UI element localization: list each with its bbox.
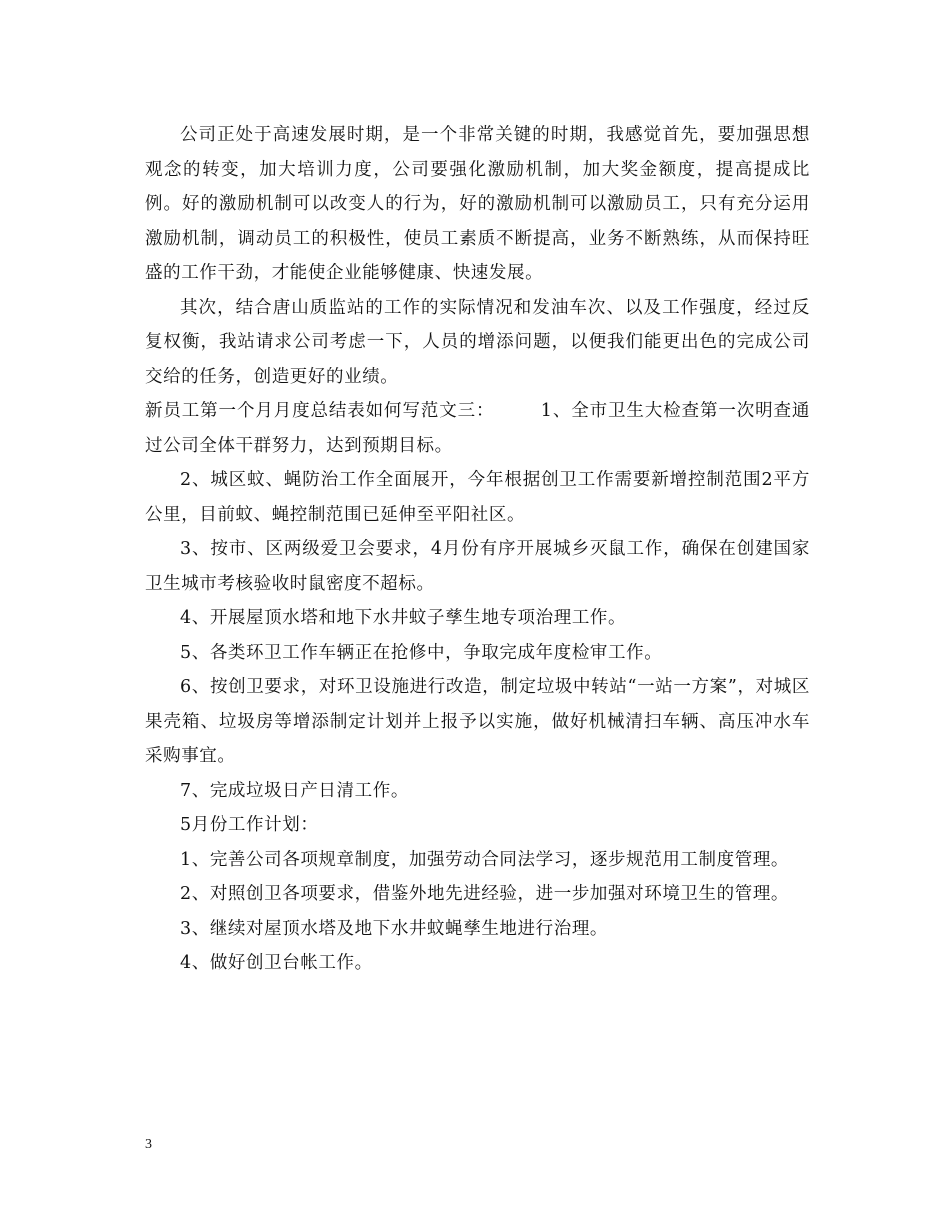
list-item-4: 4、开展屋顶水塔和地下水井蚊子孳生地专项治理工作。 (180, 608, 627, 628)
paragraph-sample-heading: 新员工第一个月月度总结表如何写范文三： 1、全市卫生大检查第一次明查通过公司全体干群努力，达到预期目标。 (145, 401, 810, 456)
list-item-3: 3、按市、区两级爱卫会要求，4月份有序开展城乡灭鼠工作，确保在创建国家卫生城市考核验收时鼠密度不超标。 (145, 539, 810, 594)
list-item-2: 2、城区蚊、蝇防治工作全面展开，今年根据创卫工作需要新增控制范围2平方公里，目前蚊、蝇控制范围已延伸至平阳社区。 (145, 470, 810, 525)
list-item-7: 7、完成垃圾日产日清工作。 (180, 780, 409, 801)
page-number: 3 (145, 1137, 152, 1152)
paragraph-intro: 公司正处于高速发展时期，是一个非常关键的时期，我感觉首先，要加强思想观念的转变，加大培训力度，公司要强化激励机制，加大奖金额度，提高提成比例。好的激励机制可以改变人的行为，好的激励机制可以激励员工，只有充分运用激励机制，调动员工的积极性，使员工素质不断提高，业务不断熟练，从而保持旺盛的工作干劲，才能使企业能够健康、快速发展。 (145, 125, 810, 283)
plan-item-2: 2、对照创卫各项要求，借鉴外地先进经验，进一步加强对环境卫生的管理。 (180, 884, 790, 904)
document-body (145, 118, 810, 981)
plan-item-3: 3、继续对屋顶水塔及地下水井蚊蝇孳生地进行治理。 (180, 918, 609, 939)
list-item-6: 6、按创卫要求，对环卫设施进行改造，制定垃圾中转站“一站一方案”，对城区果壳箱、垃圾房等增添制定计划并上报予以实施，做好机械清扫车辆、高压冲水车采购事宜。 (145, 677, 810, 766)
plan-item-4: 4、做好创卫台帐工作。 (180, 953, 373, 973)
paragraph-second: 其次，结合唐山质监站的工作的实际情况和发油车次、以及工作强度，经过反复权衡，我站请求公司考虑一下，人员的增添问题，以便我们能更出色的完成公司交给的任务，创造更好的业绩。 (145, 297, 810, 387)
section-heading-may-plan: 5月份工作计划： (180, 815, 319, 835)
list-item-5: 5、各类环卫工作车辆正在抢修中，争取完成年度检审工作。 (180, 642, 663, 663)
plan-item-1: 1、完善公司各项规章制度，加强劳动合同法学习，逐步规范用工制度管理。 (180, 849, 790, 870)
